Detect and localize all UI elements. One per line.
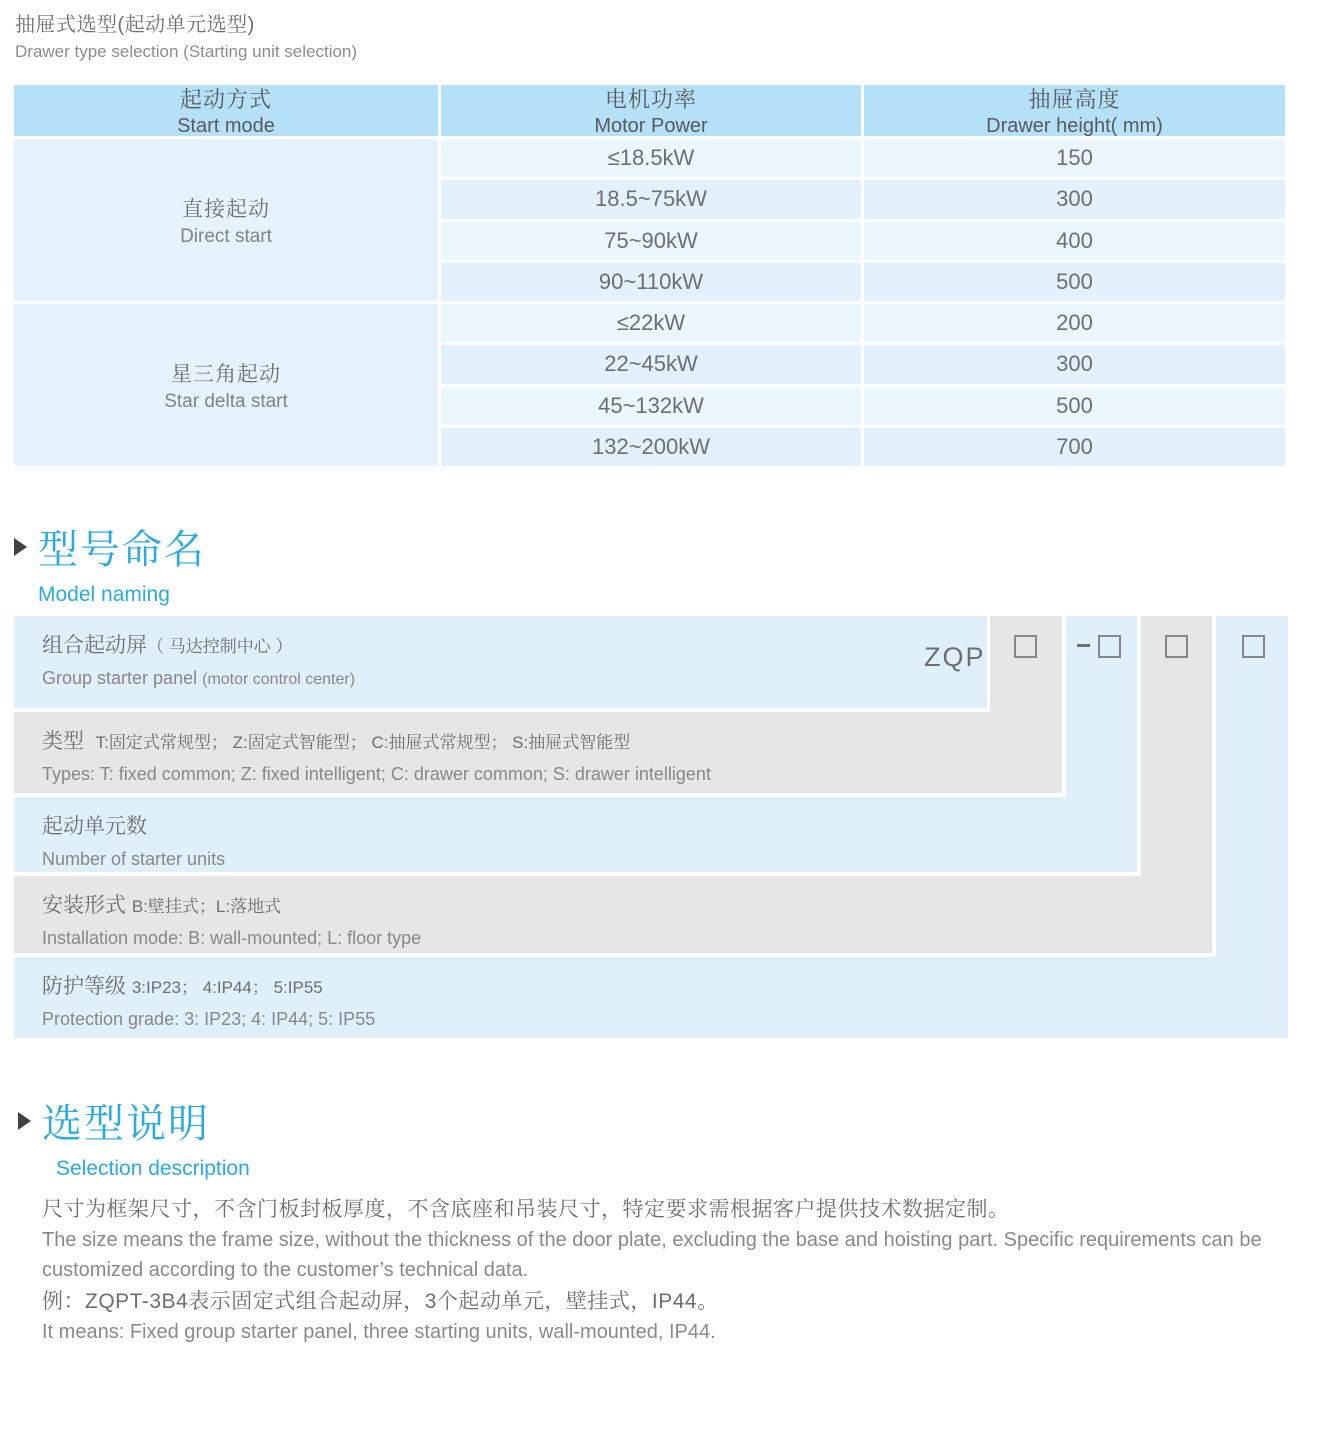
power-cell: ≤18.5kW	[441, 139, 861, 177]
drawer-selection-table	[14, 85, 1285, 466]
diagram-row-starter-units	[14, 797, 1137, 872]
mode-cell-star-delta	[14, 304, 438, 466]
row1-en-small: (motor control center)	[202, 671, 356, 688]
header-motor-power-en: Motor Power	[594, 115, 708, 137]
height-cell: 500	[864, 387, 1285, 425]
code-box-units-icon	[1098, 635, 1121, 658]
row3-en: Number of starter units	[42, 849, 226, 869]
header-motor-power	[441, 85, 861, 136]
page-title-en: Drawer type selection (Starting unit selection)	[15, 42, 358, 61]
section-model-naming-en: Model naming	[38, 583, 170, 606]
mode-star-delta-en: Star delta start	[164, 390, 288, 412]
selection-description-text	[42, 1194, 1290, 1348]
row4-cn: 安装形式	[42, 894, 126, 917]
row1-en: Group starter panel	[42, 668, 198, 688]
power-cell: 132~200kW	[441, 428, 861, 466]
diagram-row-installation-mode	[14, 876, 1212, 953]
header-drawer-height	[864, 85, 1285, 136]
mode-direct-en: Direct start	[180, 225, 272, 247]
row3-cn: 起动单元数	[42, 815, 147, 838]
height-cell: 400	[864, 222, 1285, 260]
diagram-row-types	[14, 712, 1062, 793]
height-cell: 150	[864, 139, 1285, 177]
row2-en: Types: T: fixed common; Z: fixed intelligent; C: drawer common; S: drawer intelligent	[42, 764, 711, 784]
section-selection-en: Selection description	[56, 1157, 250, 1180]
row4-cn-small: B:壁挂式；L:落地式	[131, 897, 282, 916]
mode-star-delta-cn: 星三角起动	[171, 362, 281, 386]
row5-en: Protection grade: 3: IP23; 4: IP44; 5: IP55	[42, 1009, 376, 1029]
section-model-naming	[14, 518, 206, 607]
page-title-cn: 抽屉式选型(起动单元选型)	[15, 14, 255, 36]
code-box-protection-icon	[1242, 635, 1265, 658]
height-cell: 700	[864, 428, 1285, 466]
model-naming-diagram	[0, 616, 1322, 1038]
row5-cn: 防护等级	[42, 975, 126, 998]
row4-en: Installation mode: B: wall-mounted; L: floor type	[42, 928, 422, 948]
header-drawer-height-cn: 抽屉高度	[1028, 87, 1121, 112]
height-cell: 300	[864, 345, 1285, 383]
header-start-mode-cn: 起动方式	[179, 87, 272, 112]
model-code-prefix: ZQP	[924, 642, 986, 672]
code-dash-icon	[1077, 644, 1090, 647]
section-arrow-icon	[14, 538, 27, 556]
desc-p1-en: The size means the frame size, without the thickness of the door plate, excluding the base and hoisting part. Specific requirements can be customized according to the customer’s technical data.	[42, 1229, 1262, 1281]
header-motor-power-cn: 电机功率	[604, 87, 697, 112]
row5-cn-small: 3:IP23； 4:IP44； 5:IP55	[131, 978, 323, 997]
power-cell: 90~110kW	[441, 263, 861, 301]
row1-cn: 组合起动屏	[42, 634, 147, 657]
height-cell: 500	[864, 263, 1285, 301]
diagram-row-group-starter-panel	[14, 616, 987, 708]
power-cell: 22~45kW	[441, 345, 861, 383]
header-drawer-height-en: Drawer height( mm)	[986, 115, 1163, 137]
code-box-type-icon	[1014, 635, 1037, 658]
height-cell: 300	[864, 180, 1285, 218]
section-selection-description	[18, 1092, 250, 1181]
desc-p2-en: It means: Fixed group starter panel, three starting units, wall-mounted, IP44.	[42, 1321, 716, 1343]
section-arrow-icon	[18, 1112, 31, 1130]
height-cell: 200	[864, 304, 1285, 342]
row2-cn-small: T:固定式常规型； Z:固定式智能型； C:抽屉式常规型； S:抽屉式智能型	[95, 733, 631, 752]
code-box-installation-icon	[1165, 635, 1188, 658]
power-cell: 75~90kW	[441, 222, 861, 260]
page-title	[15, 8, 357, 62]
row2-cn: 类型	[42, 730, 84, 753]
desc-p2-cn: 例：ZQPT-3B4表示固定式组合起动屏，3个起动单元，壁挂式，IP44。	[42, 1290, 719, 1313]
section-selection-cn: 选型说明	[42, 1102, 210, 1146]
mode-cell-direct-start	[14, 139, 438, 301]
power-cell: ≤22kW	[441, 304, 861, 342]
section-model-naming-cn: 型号命名	[38, 528, 206, 572]
power-cell: 45~132kW	[441, 387, 861, 425]
desc-p1-cn: 尺寸为框架尺寸，不含门板封板厚度，不含底座和吊装尺寸，特定要求需根据客户提供技术数据定制。	[42, 1198, 1010, 1221]
header-start-mode-en: Start mode	[177, 115, 275, 137]
power-cell: 18.5~75kW	[441, 180, 861, 218]
mode-direct-cn: 直接起动	[182, 197, 270, 221]
header-start-mode	[14, 85, 438, 136]
diagram-row-protection-grade	[14, 957, 1288, 1038]
row1-cn-small: （ 马达控制中心 ）	[147, 637, 293, 656]
